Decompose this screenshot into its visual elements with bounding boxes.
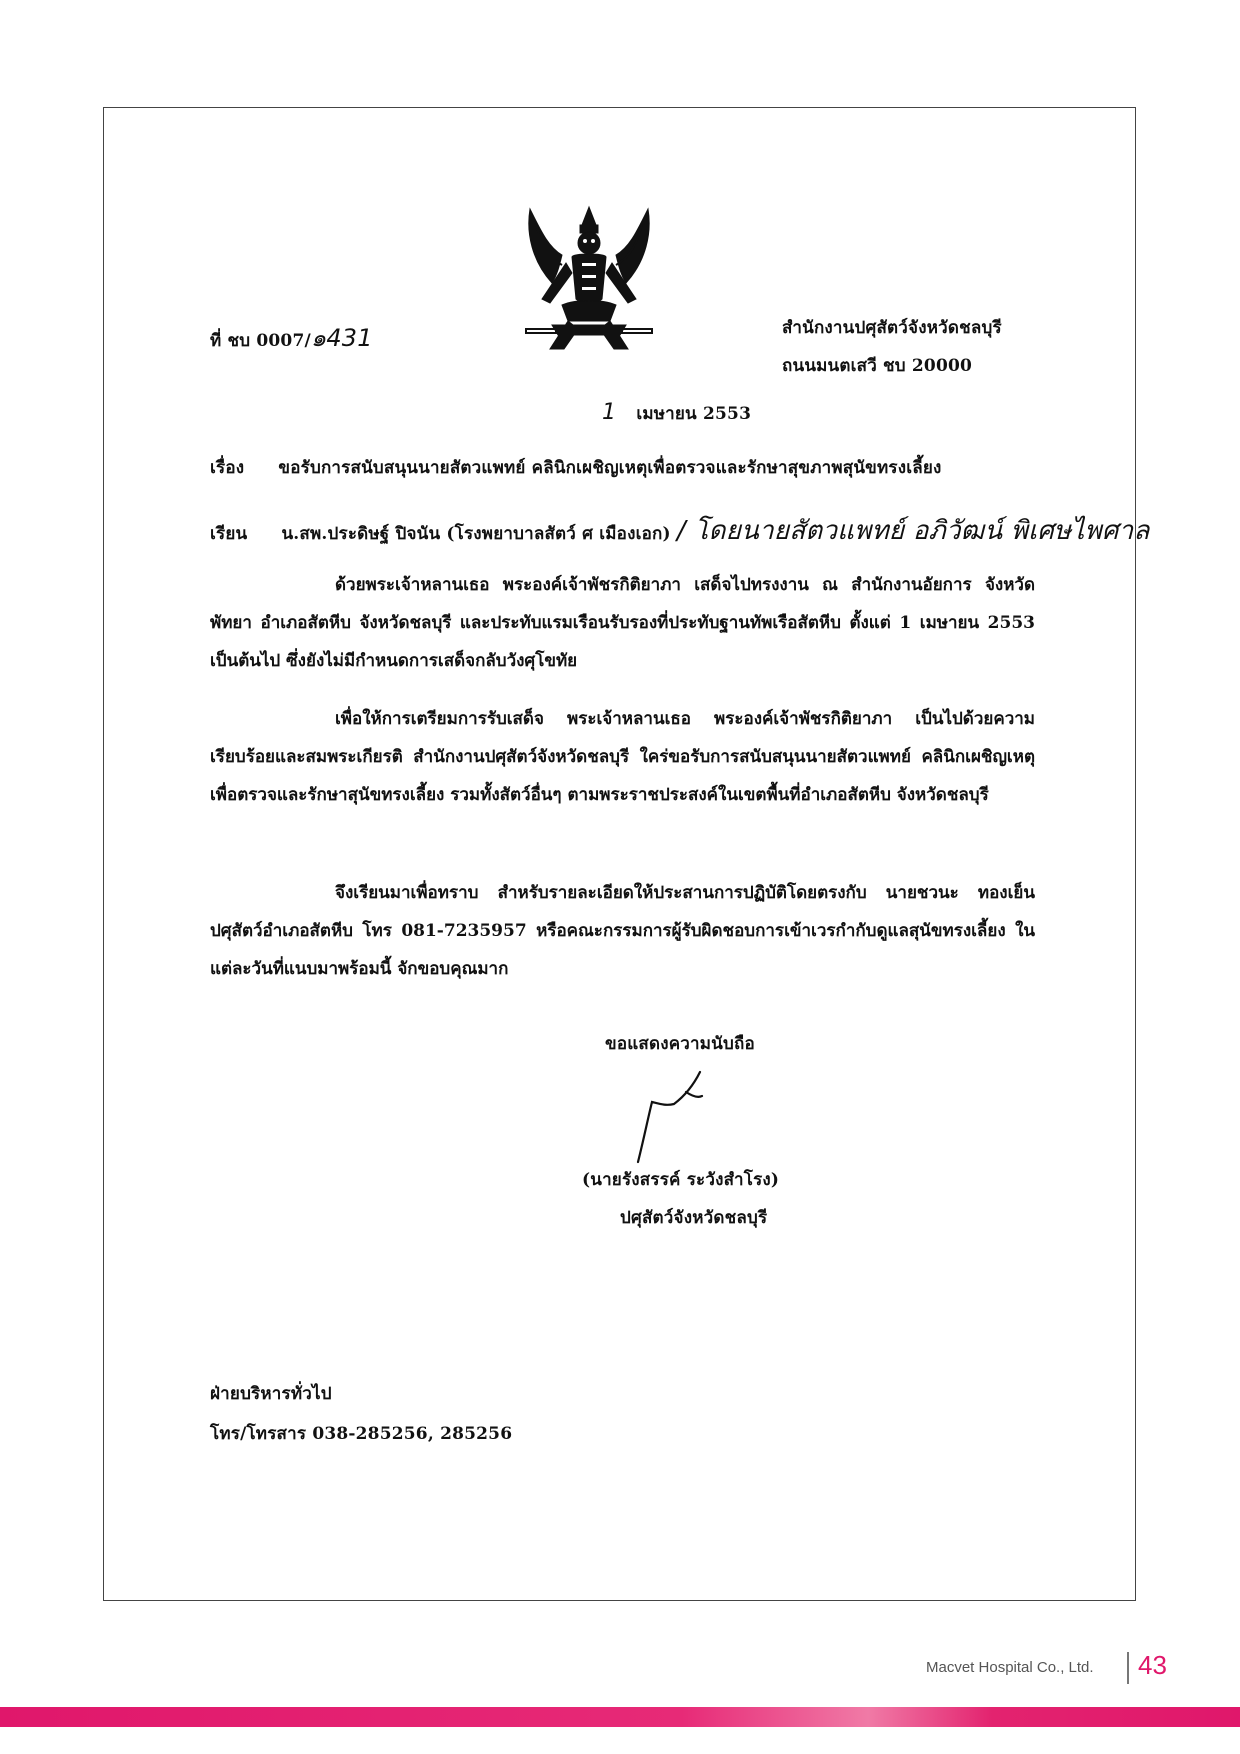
phone-fax: โทร/โทรสาร 038-285256, 285256 xyxy=(210,1424,513,1444)
office-address: ถนนมนตเสวี ชบ 20000 xyxy=(782,356,973,376)
body-paragraph-1: ด้วยพระเจ้าหลานเธอ พระองค์เจ้าพัชรกิติยาภา เสด็จไปทรงงาน ณ สำนักงานอัยการ จังหวัดพัทยา อำเภอสัตหีบ จังหวัดชลบุรี และประทับแรมเรือนรับรองที่ประทับฐานทัพเรือสัตหีบ ตั้งแต่ 1 เมษายน 2553 เป็นต้นไป ซึ่งยังไม่มีกำหนดการเสด็จกลับวังศุโขทัย xyxy=(210,575,1035,671)
reference-number xyxy=(210,318,373,357)
ref-printed: ที่ ชบ 0007/ xyxy=(210,331,311,351)
date-month-year: เมษายน 2553 xyxy=(636,404,752,424)
body-paragraph-2: เพื่อให้การเตรียมการรับเสด็จ พระเจ้าหลานเธอ พระองค์เจ้าพัชรกิติยาภา เป็นไปด้วยความเรียบร้อยและสมพระเกียรติ สำนักงานปศุสัตว์จังหวัดชลบุรี ใคร่ขอรับการสนับสนุนนายสัตวแพทย์ คลินิกเผชิญเหตุเพื่อตรวจและรักษาสุนัขทรงเลี้ยง รวมทั้งสัตว์อื่นๆ ตามพระราชประสงค์ในเขตพื้นที่อำเภอสัตหีบ จังหวัดชลบุรี xyxy=(210,709,1035,805)
closing: ขอแสดงความนับถือ xyxy=(605,1034,755,1054)
footer-divider xyxy=(1127,1652,1129,1684)
footer-accent-bar xyxy=(0,1707,1240,1727)
signer-title: ปศุสัตว์จังหวัดชลบุรี xyxy=(620,1208,768,1228)
recipient-line xyxy=(210,510,1150,551)
office-name: สำนักงานปศุสัตว์จังหวัดชลบุรี xyxy=(782,318,1002,338)
recipient-label: เรียน xyxy=(210,524,248,544)
recipient-printed: น.สพ.ประดิษฐ์ ปิจนัน (โรงพยาบาลสัตว์ ศ เมืองเอก) xyxy=(281,524,671,544)
recipient-handwritten: / โดยนายสัตวแพทย์ อภิวัฒน์ พิเศษไพศาล xyxy=(676,516,1150,546)
date-day-handwritten: 1 xyxy=(602,400,617,425)
body-paragraph-3: จึงเรียนมาเพื่อทราบ สำหรับรายละเอียดให้ประสานการปฏิบัติโดยตรงกับ นายชวนะ ทองเย็น ปศุสัตว์อำเภอสัตหีบ โทร 081-7235957 หรือคณะกรรมการผู้รับผิดชอบการเข้าเวรกำกับดูแลสุนัขทรงเลี้ยง ในแต่ละวันที่แนบมาพร้อมนี้ จักขอบคุณมาก xyxy=(210,883,1035,979)
subject-text: ขอรับการสนับสนุนนายสัตวแพทย์ คลินิกเผชิญเหตุเพื่อตรวจและรักษาสุขภาพสุนัขทรงเลี้ยง xyxy=(278,458,942,478)
subject-label: เรื่อง xyxy=(210,458,245,478)
signature xyxy=(630,1068,720,1168)
company-name: Macvet Hospital Co., Ltd. xyxy=(926,1659,1094,1676)
page-number: 43 xyxy=(1138,1650,1167,1680)
garuda-emblem xyxy=(522,203,656,353)
subject-line xyxy=(210,454,942,481)
ref-handwritten: ๑431 xyxy=(310,324,373,352)
letter-date xyxy=(602,400,751,427)
department: ฝ่ายบริหารทั่วไป xyxy=(210,1384,332,1404)
signer-name: (นายรังสรรค์ ระวังสำโรง) xyxy=(582,1170,780,1190)
